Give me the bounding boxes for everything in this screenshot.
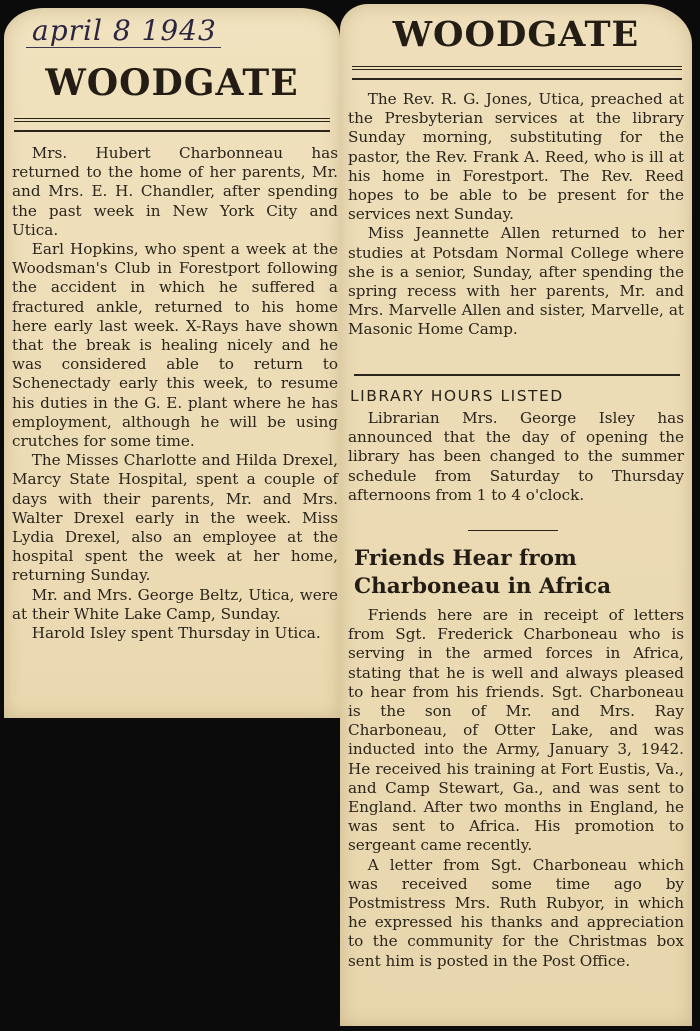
headline xyxy=(354,545,684,601)
right-masthead-rule xyxy=(352,66,682,70)
right-masthead-rule-2 xyxy=(352,78,682,80)
left-paragraph: Mrs. Hubert Charbonneau has returned to the home of her parents, Mr. and Mrs. E. H. Chandler, after spending the past week in New York City and Utica. xyxy=(12,144,338,239)
subhead-library-hours: LIBRARY HOURS LISTED xyxy=(350,387,564,405)
left-paragraph: Earl Hopkins, who spent a week at the Woodsman's Club in Forestport following the accident in which he suffered a fractured ankle, returned to his home here early last week. X-Rays have shown that the break is healing nicely and he was considered able to return to Schenectady early this week, to resume his duties in the G. E. plant where he has employment, although he will be using crutches for some time. xyxy=(12,240,338,451)
headline-line-2: Charboneau in Africa xyxy=(354,574,612,599)
left-masthead: WOODGATE xyxy=(45,62,299,104)
right-article-africa xyxy=(348,606,684,971)
handwritten-date: april 8 1943 xyxy=(26,14,221,48)
right-masthead: WOODGATE xyxy=(392,14,640,55)
headline-line-1: Friends Hear from xyxy=(354,546,577,571)
right-paragraph: Miss Jeannette Allen returned to her studies at Potsdam Normal College where she is a senior, Sunday, after spending the spring recess with her parents, Mr. and Mrs. Marvelle Allen and sister, Marvelle, at Masonic Home Camp. xyxy=(348,224,684,339)
left-article xyxy=(12,144,338,643)
right-paragraph: The Rev. R. G. Jones, Utica, preached at the Presbyterian services at the library Sunday morning, substituting for the pastor, the Rev. Frank A. Reed, who is ill at his home in Forestport. The Rev. Reed hopes to be able to be present for the services next Sunday. xyxy=(348,90,684,224)
left-paragraph: Mr. and Mrs. George Beltz, Utica, were at their White Lake Camp, Sunday. xyxy=(12,585,338,623)
short-divider xyxy=(468,530,558,531)
left-masthead-rule xyxy=(14,118,330,122)
right-paragraph: Librarian Mrs. George Isley has announced that the day of opening the library has been changed to the summer schedule from Saturday to Thursday afternoons from 1 to 4 o'clock. xyxy=(348,409,684,504)
right-paragraph: A letter from Sgt. Charboneau which was received some time ago by Postmistress Mrs. Ruth Rubyor, in which he expressed his thanks and appreciation to the community for the Christmas box sent him is posted in the Post Office. xyxy=(348,855,684,970)
left-paragraph: The Misses Charlotte and Hilda Drexel, Marcy State Hospital, spent a couple of days with their parents, Mr. and Mrs. Walter Drexel early in the week. Miss Lydia Drexel, also an employee at the hospital spent the week at her home, returning Sunday. xyxy=(12,451,338,585)
section-divider xyxy=(354,374,680,376)
right-clipping xyxy=(340,4,692,1026)
left-clipping xyxy=(4,8,340,718)
right-article-library xyxy=(348,409,684,505)
right-paragraph: Friends here are in receipt of letters from Sgt. Frederick Charboneau who is serving in the armed forces in Africa, stating that he is well and always pleased to hear from his friends. Sgt. Charboneau is the son of Mr. and Mrs. Ray Charboneau, of Otter Lake, and was inducted into the Army, January 3, 1942. He received his training at Fort Eustis, Va., and Camp Stewart, Ga., and was sent to England. After two months in England, he was sent to Africa. His promotion to sergeant came recently. xyxy=(348,606,684,855)
right-article-news xyxy=(348,90,684,340)
left-paragraph: Harold Isley spent Thursday in Utica. xyxy=(31,624,321,643)
left-masthead-rule-2 xyxy=(14,130,330,132)
